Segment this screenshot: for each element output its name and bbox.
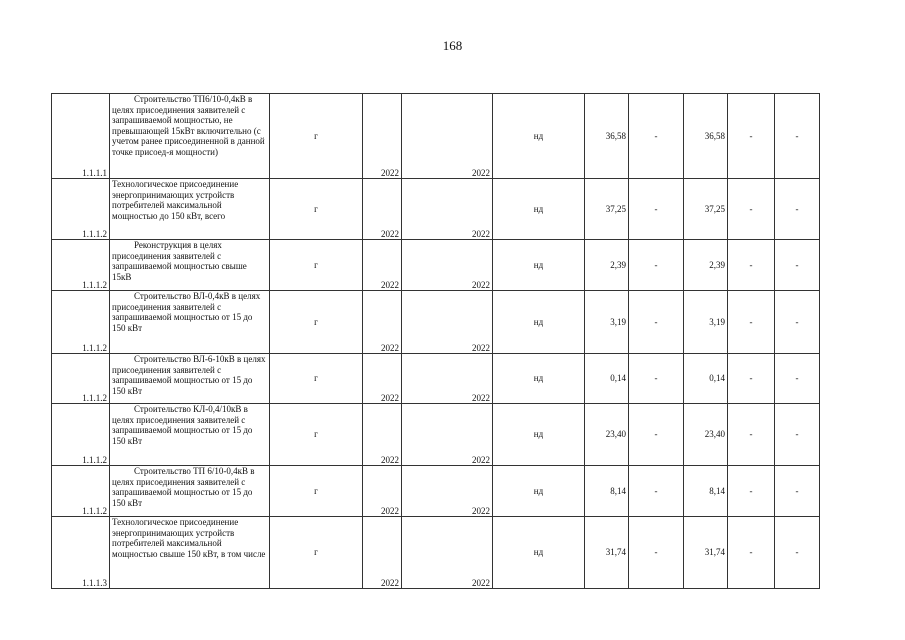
row-unit: г bbox=[270, 94, 363, 179]
row-unit: г bbox=[270, 466, 363, 517]
row-nd: нд bbox=[493, 94, 585, 179]
row-year-end: 2022 bbox=[402, 466, 493, 517]
row-dash-1: - bbox=[629, 517, 684, 589]
row-year-start: 2022 bbox=[363, 466, 402, 517]
row-dash-2: - bbox=[728, 179, 775, 240]
row-dash-2: - bbox=[728, 517, 775, 589]
row-value-2: 2,39 bbox=[684, 240, 728, 291]
investment-table bbox=[51, 93, 820, 589]
row-value-2: 0,14 bbox=[684, 354, 728, 404]
row-code: 1.1.1.2 bbox=[52, 179, 110, 240]
page-number: 168 bbox=[442, 38, 463, 53]
table-row bbox=[52, 354, 820, 404]
row-dash-3: - bbox=[775, 291, 820, 354]
row-code: 1.1.1.2 bbox=[52, 291, 110, 354]
row-nd: нд bbox=[493, 466, 585, 517]
row-code: 1.1.1.3 bbox=[52, 517, 110, 589]
row-unit: г bbox=[270, 354, 363, 404]
row-year-end: 2022 bbox=[402, 517, 493, 589]
row-dash-3: - bbox=[775, 354, 820, 404]
row-dash-3: - bbox=[775, 240, 820, 291]
row-dash-2: - bbox=[728, 404, 775, 466]
row-unit: г bbox=[270, 517, 363, 589]
row-description: Технологическое присоединение энергопринимающих устройств потребителей максимальной мощностью свыше 150 кВт, в том числе bbox=[110, 517, 270, 589]
row-dash-2: - bbox=[728, 291, 775, 354]
table-row bbox=[52, 291, 820, 354]
row-year-end: 2022 bbox=[402, 404, 493, 466]
row-year-start: 2022 bbox=[363, 517, 402, 589]
table-row bbox=[52, 240, 820, 291]
table-row bbox=[52, 404, 820, 466]
row-value-2: 36,58 bbox=[684, 94, 728, 179]
row-year-start: 2022 bbox=[363, 291, 402, 354]
table-row bbox=[52, 517, 820, 589]
row-value-1: 36,58 bbox=[585, 94, 629, 179]
row-dash-1: - bbox=[629, 240, 684, 291]
table-row bbox=[52, 466, 820, 517]
row-dash-1: - bbox=[629, 94, 684, 179]
row-description: Строительство ТП 6/10-0,4кВ в целях присоединения заявителей с запрашиваемой мощностью от 15 до 150 кВт bbox=[110, 466, 270, 517]
row-value-2: 31,74 bbox=[684, 517, 728, 589]
row-dash-3: - bbox=[775, 404, 820, 466]
row-description: Строительство ТП6/10-0,4кВ в целях присоединения заявителей с запрашиваемой мощностью, не превышающей 15кВт включительно (с учетом ранее присоединенной в данной точке присоед-я мощности) bbox=[110, 94, 270, 179]
row-code: 1.1.1.2 bbox=[52, 354, 110, 404]
row-description: Строительство ВЛ-6-10кВ в целях присоединения заявителей с запрашиваемой мощностью от 15 до 150 кВт bbox=[110, 354, 270, 404]
row-nd: нд bbox=[493, 404, 585, 466]
row-dash-2: - bbox=[728, 94, 775, 179]
row-code: 1.1.1.1 bbox=[52, 94, 110, 179]
row-year-start: 2022 bbox=[363, 179, 402, 240]
row-value-1: 2,39 bbox=[585, 240, 629, 291]
table-row bbox=[52, 179, 820, 240]
row-value-2: 37,25 bbox=[684, 179, 728, 240]
row-code: 1.1.1.2 bbox=[52, 404, 110, 466]
row-year-start: 2022 bbox=[363, 94, 402, 179]
row-dash-3: - bbox=[775, 94, 820, 179]
row-dash-3: - bbox=[775, 517, 820, 589]
row-description: Строительство КЛ-0,4/10кВ в целях присоединения заявителей с запрашиваемой мощностью от 15 до 150 кВт bbox=[110, 404, 270, 466]
row-unit: г bbox=[270, 404, 363, 466]
row-year-start: 2022 bbox=[363, 404, 402, 466]
row-dash-2: - bbox=[728, 354, 775, 404]
row-year-start: 2022 bbox=[363, 240, 402, 291]
row-dash-3: - bbox=[775, 466, 820, 517]
row-dash-2: - bbox=[728, 466, 775, 517]
row-dash-1: - bbox=[629, 466, 684, 517]
row-dash-2: - bbox=[728, 240, 775, 291]
row-value-1: 31,74 bbox=[585, 517, 629, 589]
row-value-1: 23,40 bbox=[585, 404, 629, 466]
row-year-end: 2022 bbox=[402, 291, 493, 354]
row-code: 1.1.1.2 bbox=[52, 466, 110, 517]
row-dash-1: - bbox=[629, 179, 684, 240]
row-value-2: 8,14 bbox=[684, 466, 728, 517]
row-nd: нд bbox=[493, 354, 585, 404]
row-code: 1.1.1.2 bbox=[52, 240, 110, 291]
row-nd: нд bbox=[493, 517, 585, 589]
row-dash-3: - bbox=[775, 179, 820, 240]
row-year-end: 2022 bbox=[402, 94, 493, 179]
row-value-1: 8,14 bbox=[585, 466, 629, 517]
row-year-end: 2022 bbox=[402, 354, 493, 404]
row-dash-1: - bbox=[629, 291, 684, 354]
row-year-end: 2022 bbox=[402, 179, 493, 240]
row-dash-1: - bbox=[629, 404, 684, 466]
row-description: Технологическое присоединение энергопринимающих устройств потребителей максимальной мощностью до 150 кВт, всего bbox=[110, 179, 270, 240]
row-description: Строительство ВЛ-0,4кВ в целях присоединения заявителей с запрашиваемой мощностью от 15 до 150 кВт bbox=[110, 291, 270, 354]
row-unit: г bbox=[270, 240, 363, 291]
row-dash-1: - bbox=[629, 354, 684, 404]
row-nd: нд bbox=[493, 179, 585, 240]
row-unit: г bbox=[270, 179, 363, 240]
row-year-start: 2022 bbox=[363, 354, 402, 404]
row-nd: нд bbox=[493, 240, 585, 291]
row-unit: г bbox=[270, 291, 363, 354]
table-row bbox=[52, 94, 820, 179]
row-value-2: 3,19 bbox=[684, 291, 728, 354]
row-value-2: 23,40 bbox=[684, 404, 728, 466]
row-value-1: 37,25 bbox=[585, 179, 629, 240]
row-value-1: 3,19 bbox=[585, 291, 629, 354]
row-description: Реконструкция в целях присоединения заявителей с запрашиваемой мощностью свыше 15кВ bbox=[110, 240, 270, 291]
row-nd: нд bbox=[493, 291, 585, 354]
row-year-end: 2022 bbox=[402, 240, 493, 291]
row-value-1: 0,14 bbox=[585, 354, 629, 404]
